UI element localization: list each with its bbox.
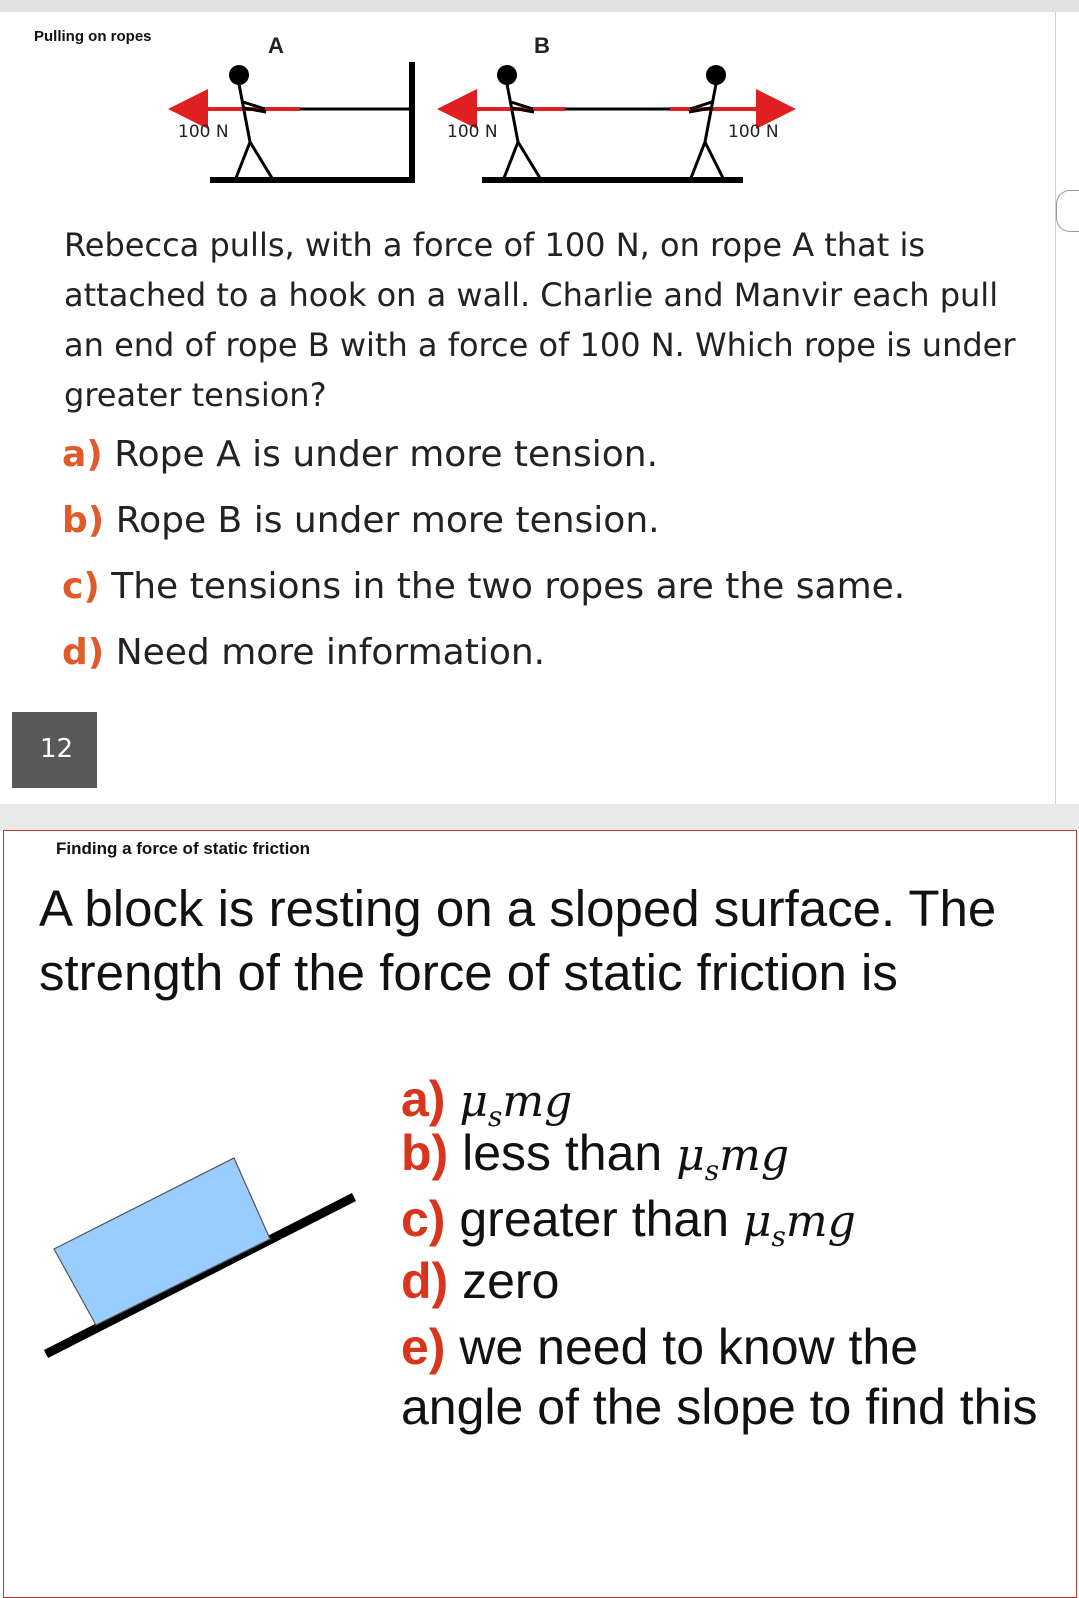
question-text: A block is resting on a sloped surface. The strength of the force of static friction is: [39, 880, 997, 1001]
option-text: greater than: [459, 1191, 730, 1247]
force-label-b-left: 100 N: [447, 122, 498, 142]
option-letter: a): [401, 1071, 446, 1127]
slide-title: Pulling on ropes: [34, 28, 152, 45]
option-a: [62, 434, 658, 475]
option-text: less than: [462, 1125, 663, 1181]
slide-static-friction: [3, 830, 1077, 1598]
slide-pulling-on-ropes: [10, 12, 1056, 804]
option-letter: d): [401, 1253, 449, 1309]
option-d: [62, 632, 545, 673]
option-letter: b): [62, 500, 105, 541]
scroll-handle[interactable]: [1056, 190, 1079, 232]
option-text: we need to know the angle of the slope to find this: [401, 1319, 1038, 1435]
rope-diagram: [10, 12, 1055, 212]
option-e: [401, 1317, 1041, 1437]
block: [54, 1158, 270, 1325]
math-mu-s-mg: $\mu_smg$: [742, 1196, 856, 1253]
question-text: Rebecca pulls, with a force of 100 N, on rope A that is attached to a hook on a wall. Charlie and Manvir each pull an end of rope B with a force of 100 N. Which rope is under greater tension?: [64, 226, 1016, 414]
label-b: B: [534, 33, 550, 58]
option-text: zero: [462, 1253, 560, 1309]
slide-separator: [0, 804, 1079, 830]
math-mu-s-mg: $\mu_smg$: [676, 1130, 790, 1187]
top-strip: [0, 0, 1079, 12]
option-letter: d): [62, 632, 105, 673]
option-text: Rope A is under more tension.: [114, 434, 659, 475]
option-text: Need more information.: [115, 632, 546, 673]
slide-number-badge: 12: [12, 712, 97, 788]
option-letter: b): [401, 1125, 449, 1181]
option-d: [401, 1251, 559, 1311]
force-label-b-right: 100 N: [728, 122, 779, 142]
option-letter: c): [401, 1191, 446, 1247]
slide-title: Finding a force of static friction: [56, 839, 311, 858]
force-label-a: 100 N: [178, 122, 229, 142]
option-b: [62, 500, 660, 541]
option-text: Rope B is under more tension.: [115, 500, 660, 541]
option-letter: c): [62, 566, 100, 607]
option-letter: a): [62, 434, 103, 475]
option-letter: e): [401, 1319, 446, 1375]
option-text: The tensions in the two ropes are the same.: [111, 566, 906, 607]
option-c: [62, 566, 905, 607]
label-a: A: [268, 33, 284, 58]
math-mu-s-mg: $\mu_smg$: [459, 1076, 573, 1133]
block-on-slope-diagram: [4, 1111, 404, 1511]
